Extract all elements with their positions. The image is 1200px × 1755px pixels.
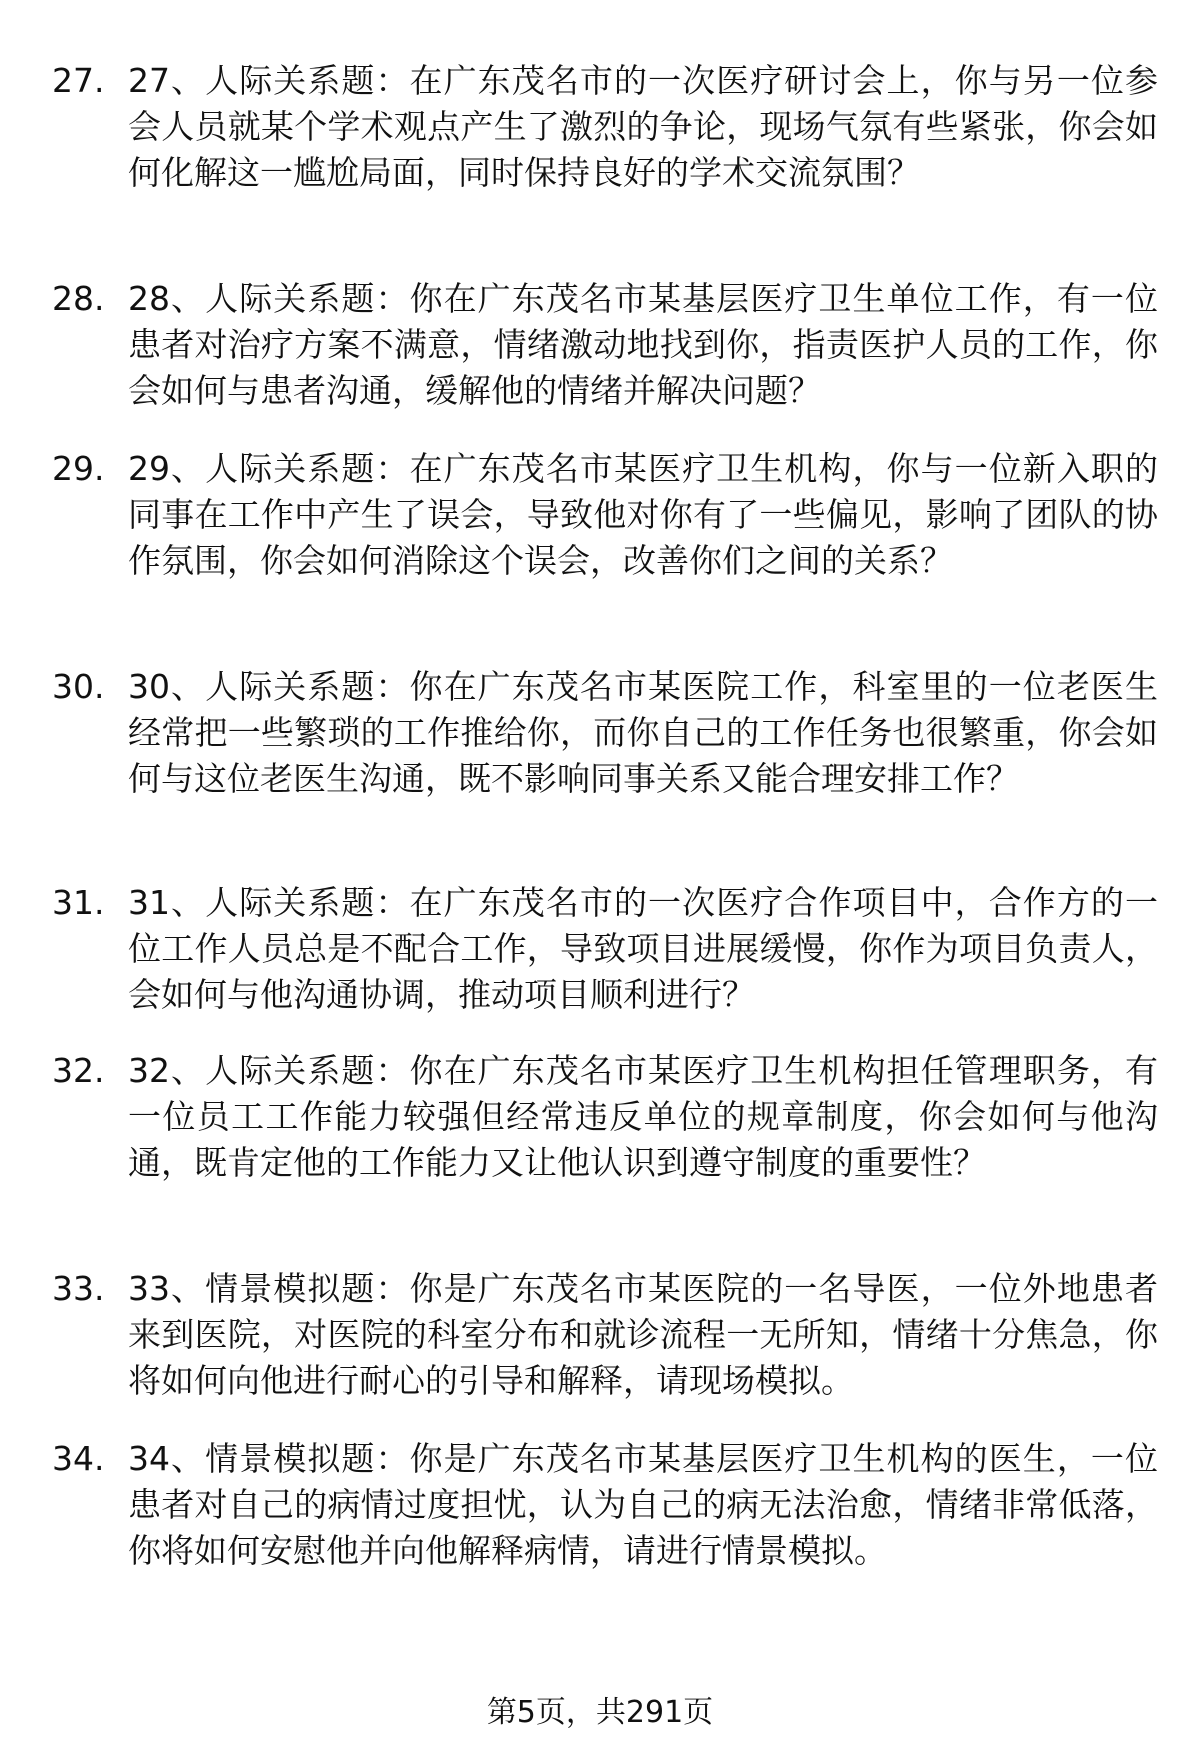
item-number: 31. [52,883,105,922]
item-number: 33. [52,1269,105,1308]
list-item [0,446,1200,664]
item-text: 31、人际关系题：在广东茂名市的一次医疗合作项目中，合作方的一位工作人员总是不配合工作，导致项目进展缓慢，你作为项目负责人，会如何与他沟通协调，推动项目顺利进行？ [128,883,1158,1014]
item-number: 28. [52,279,105,318]
question-list [0,58,1200,1586]
item-number: 32. [52,1051,105,1090]
item-number: 27. [52,61,105,100]
item-text: 28、人际关系题：你在广东茂名市某基层医疗卫生单位工作，有一位患者对治疗方案不满意，情绪激动地找到你，指责医护人员的工作，你会如何与患者沟通，缓解他的情绪并解决问题？ [128,279,1158,410]
item-text: 29、人际关系题：在广东茂名市某医疗卫生机构，你与一位新入职的同事在工作中产生了误会，导致他对你有了一些偏见，影响了团队的协作氛围，你会如何消除这个误会，改善你们之间的关系？ [128,449,1158,580]
list-item [0,1266,1200,1436]
list-item [0,664,1200,880]
list-item [0,1048,1200,1266]
list-item [0,1436,1200,1586]
item-text: 32、人际关系题：你在广东茂名市某医疗卫生机构担任管理职务，有一位员工工作能力较强但经常违反单位的规章制度，你会如何与他沟通，既肯定他的工作能力又让他认识到遵守制度的重要性？ [128,1051,1158,1182]
item-number: 30. [52,667,105,706]
list-item [0,880,1200,1048]
item-text: 34、情景模拟题：你是广东茂名市某基层医疗卫生机构的医生，一位患者对自己的病情过度担忧，认为自己的病无法治愈，情绪非常低落，你将如何安慰他并向他解释病情，请进行情景模拟。 [128,1439,1158,1570]
page-number: 第5页，共291页 [486,1695,714,1730]
item-number: 29. [52,449,105,488]
item-text: 30、人际关系题：你在广东茂名市某医院工作，科室里的一位老医生经常把一些繁琐的工作推给你，而你自己的工作任务也很繁重，你会如何与这位老医生沟通，既不影响同事关系又能合理安排工作？ [128,667,1158,798]
item-text: 33、情景模拟题：你是广东茂名市某医院的一名导医，一位外地患者来到医院，对医院的科室分布和就诊流程一无所知，情绪十分焦急，你将如何向他进行耐心的引导和解释，请现场模拟。 [128,1269,1158,1400]
list-item [0,276,1200,446]
item-number: 34. [52,1439,105,1478]
list-item [0,58,1200,276]
item-text: 27、人际关系题：在广东茂名市的一次医疗研讨会上，你与另一位参会人员就某个学术观点产生了激烈的争论，现场气氛有些紧张，你会如何化解这一尴尬局面，同时保持良好的学术交流氛围？ [128,61,1158,192]
